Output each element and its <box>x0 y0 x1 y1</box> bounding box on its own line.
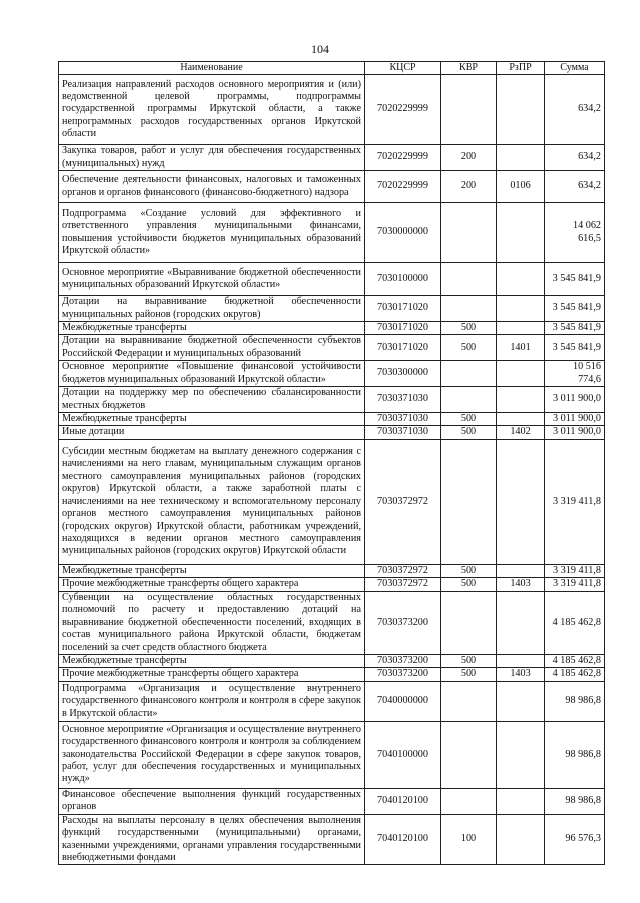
cell-kcsr: 7030171020 <box>365 321 441 334</box>
cell-kcsr: 7040120100 <box>365 814 441 865</box>
cell-kvr <box>441 203 497 263</box>
cell-sum: 10 516 774,6 <box>545 361 605 387</box>
cell-rzpr <box>497 788 545 814</box>
cell-sum: 4 185 462,8 <box>545 668 605 681</box>
table-row <box>59 335 605 361</box>
cell-rzpr <box>497 591 545 654</box>
cell-sum: 3 545 841,9 <box>545 335 605 361</box>
cell-rzpr <box>497 361 545 387</box>
cell-name: Прочие межбюджетные трансферты общего характера <box>59 578 365 591</box>
cell-kvr: 200 <box>441 171 497 203</box>
cell-rzpr: 1401 <box>497 335 545 361</box>
cell-kcsr: 7030373200 <box>365 654 441 667</box>
cell-rzpr <box>497 145 545 171</box>
cell-rzpr: 1403 <box>497 668 545 681</box>
cell-rzpr <box>497 203 545 263</box>
cell-kcsr: 7020229999 <box>365 75 441 145</box>
cell-name: Основное мероприятие «Организация и осуществление внутреннего государственного финансового контроля и контроля за соблюдением законодательства Российской Федерации в сфере закупок товаров, работ, услуг для обеспечения государственных и муниципальных нужд» <box>59 721 365 788</box>
table-row <box>59 439 605 564</box>
cell-name: Прочие межбюджетные трансферты общего характера <box>59 668 365 681</box>
cell-kvr <box>441 439 497 564</box>
cell-name: Подпрограмма «Создание условий для эффективного и ответственного управления муниципальными финансами, повышения устойчивости бюджетов муниципальных образований Иркутской области» <box>59 203 365 263</box>
cell-rzpr <box>497 564 545 577</box>
cell-name: Иные дотации <box>59 426 365 439</box>
cell-sum: 634,2 <box>545 171 605 203</box>
page-number: 104 <box>311 42 329 56</box>
cell-sum: 634,2 <box>545 145 605 171</box>
cell-sum: 3 011 900,0 <box>545 413 605 426</box>
cell-sum: 98 986,8 <box>545 788 605 814</box>
cell-kvr: 200 <box>441 145 497 171</box>
cell-name: Субсидии местным бюджетам на выплату денежного содержания с начислениями на него главам, муниципальным служащим органов местного самоуправления муниципальных районов (городских округов) Иркутской области, а также заработной платы с начислениями на нее техническому и вспомогательному персоналу органов местного самоуправления муниципальных районов (городских округов) Иркутской области, работникам учреждений, находящихся в ведении органов местного самоуправления муниципальных районов (городских округов) Иркутской области <box>59 439 365 564</box>
cell-sum: 3 011 900,0 <box>545 387 605 413</box>
cell-rzpr: 1403 <box>497 578 545 591</box>
cell-kvr <box>441 681 497 721</box>
cell-kvr: 500 <box>441 426 497 439</box>
cell-name: Дотации на выравнивание бюджетной обеспеченности субъектов Российской Федерации и муниципальных образований <box>59 335 365 361</box>
table-row <box>59 387 605 413</box>
cell-name: Межбюджетные трансферты <box>59 564 365 577</box>
cell-name: Обеспечение деятельности финансовых, налоговых и таможенных органов и органов финансового (финансово-бюджетного) надзора <box>59 171 365 203</box>
cell-kvr <box>441 75 497 145</box>
cell-kcsr: 7030371030 <box>365 387 441 413</box>
cell-kvr: 500 <box>441 413 497 426</box>
cell-name: Финансовое обеспечение выполнения функций государственных органов <box>59 788 365 814</box>
cell-rzpr <box>497 321 545 334</box>
table-row <box>59 591 605 654</box>
table-row <box>59 361 605 387</box>
cell-kvr: 500 <box>441 335 497 361</box>
cell-rzpr <box>497 681 545 721</box>
table-row <box>59 788 605 814</box>
cell-sum: 4 185 462,8 <box>545 654 605 667</box>
cell-sum: 3 011 900,0 <box>545 426 605 439</box>
cell-kvr <box>441 591 497 654</box>
cell-sum: 3 319 411,8 <box>545 578 605 591</box>
header-name: Наименование <box>59 62 365 75</box>
table-row <box>59 263 605 296</box>
table-row <box>59 145 605 171</box>
table-row <box>59 296 605 322</box>
cell-name: Расходы на выплаты персоналу в целях обеспечения выполнения функций государственными (муниципальными) органами, казенными учреждениями, органами управления государственными внебюджетными фондами <box>59 814 365 865</box>
table-row <box>59 681 605 721</box>
cell-sum: 634,2 <box>545 75 605 145</box>
cell-sum: 96 576,3 <box>545 814 605 865</box>
cell-rzpr <box>497 296 545 322</box>
table-row <box>59 426 605 439</box>
cell-kcsr: 7030171020 <box>365 296 441 322</box>
cell-kcsr: 7030171020 <box>365 335 441 361</box>
cell-name: Реализация направлений расходов основного мероприятия и (или) ведомственной целевой программы, подпрограммы государственной программы Иркутской области, а также непрограммных расходов государственных органов Иркутской области <box>59 75 365 145</box>
cell-name: Межбюджетные трансферты <box>59 321 365 334</box>
cell-kvr <box>441 296 497 322</box>
cell-kvr: 500 <box>441 321 497 334</box>
cell-rzpr <box>497 654 545 667</box>
cell-kcsr: 7040120100 <box>365 788 441 814</box>
cell-rzpr <box>497 263 545 296</box>
cell-name: Закупка товаров, работ и услуг для обеспечения государственных (муниципальных) нужд <box>59 145 365 171</box>
cell-name: Дотации на поддержку мер по обеспечению сбалансированности местных бюджетов <box>59 387 365 413</box>
cell-kcsr: 7030371030 <box>365 426 441 439</box>
table-row <box>59 203 605 263</box>
cell-kcsr: 7030000000 <box>365 203 441 263</box>
table-row <box>59 578 605 591</box>
cell-kvr: 100 <box>441 814 497 865</box>
cell-kvr <box>441 361 497 387</box>
cell-kvr <box>441 788 497 814</box>
cell-kcsr: 7030371030 <box>365 413 441 426</box>
header-kcsr: КЦСР <box>365 62 441 75</box>
cell-kvr <box>441 263 497 296</box>
cell-kcsr: 7030373200 <box>365 668 441 681</box>
table-row <box>59 321 605 334</box>
cell-rzpr <box>497 721 545 788</box>
table-header-row <box>59 62 605 75</box>
cell-name: Дотации на выравнивание бюджетной обеспеченности муниципальных районов (городских округов) <box>59 296 365 322</box>
header-rzpr: РзПР <box>497 62 545 75</box>
cell-sum: 98 986,8 <box>545 721 605 788</box>
table-row <box>59 668 605 681</box>
cell-kcsr: 7030372972 <box>365 578 441 591</box>
table-row <box>59 654 605 667</box>
cell-kcsr: 7030372972 <box>365 439 441 564</box>
cell-name: Основное мероприятие «Повышение финансовой устойчивости бюджетов муниципальных образований Иркутской области» <box>59 361 365 387</box>
cell-name: Субвенции на осуществление областных государственных полномочий по расчету и предоставлению дотаций на выравнивание бюджетной обеспеченности поселений, входящих в состав муниципального района Иркутской области, бюджетам поселений за счет средств областного бюджета <box>59 591 365 654</box>
cell-kvr: 500 <box>441 654 497 667</box>
cell-rzpr <box>497 814 545 865</box>
cell-kcsr: 7040100000 <box>365 721 441 788</box>
cell-kcsr: 7020229999 <box>365 171 441 203</box>
cell-kcsr: 7030373200 <box>365 591 441 654</box>
cell-kcsr: 7030372972 <box>365 564 441 577</box>
cell-kvr: 500 <box>441 578 497 591</box>
cell-kcsr: 7030300000 <box>365 361 441 387</box>
cell-rzpr: 0106 <box>497 171 545 203</box>
cell-name: Основное мероприятие «Выравнивание бюджетной обеспеченности муниципальных образований Иркутской области» <box>59 263 365 296</box>
cell-sum: 3 319 411,8 <box>545 564 605 577</box>
header-sum: Сумма <box>545 62 605 75</box>
cell-kvr <box>441 721 497 788</box>
cell-sum: 98 986,8 <box>545 681 605 721</box>
cell-name: Межбюджетные трансферты <box>59 654 365 667</box>
table-row <box>59 75 605 145</box>
cell-name: Подпрограмма «Организация и осуществление внутреннего государственного финансового контроля и контроля в сфере закупок в Иркутской области» <box>59 681 365 721</box>
cell-kcsr: 7030100000 <box>365 263 441 296</box>
cell-kvr: 500 <box>441 668 497 681</box>
cell-sum: 3 319 411,8 <box>545 439 605 564</box>
cell-sum: 3 545 841,9 <box>545 263 605 296</box>
cell-sum: 14 062 616,5 <box>545 203 605 263</box>
header-kvr: КВР <box>441 62 497 75</box>
cell-kcsr: 7040000000 <box>365 681 441 721</box>
table-row <box>59 413 605 426</box>
cell-kvr <box>441 387 497 413</box>
cell-kvr: 500 <box>441 564 497 577</box>
cell-rzpr <box>497 75 545 145</box>
cell-rzpr: 1402 <box>497 426 545 439</box>
cell-rzpr <box>497 387 545 413</box>
cell-rzpr <box>497 413 545 426</box>
cell-name: Межбюджетные трансферты <box>59 413 365 426</box>
table-row <box>59 564 605 577</box>
cell-sum: 4 185 462,8 <box>545 591 605 654</box>
table-row <box>59 171 605 203</box>
cell-sum: 3 545 841,9 <box>545 296 605 322</box>
budget-table <box>58 61 605 865</box>
table-row <box>59 814 605 865</box>
cell-kcsr: 7020229999 <box>365 145 441 171</box>
cell-sum: 3 545 841,9 <box>545 321 605 334</box>
table-row <box>59 721 605 788</box>
cell-rzpr <box>497 439 545 564</box>
